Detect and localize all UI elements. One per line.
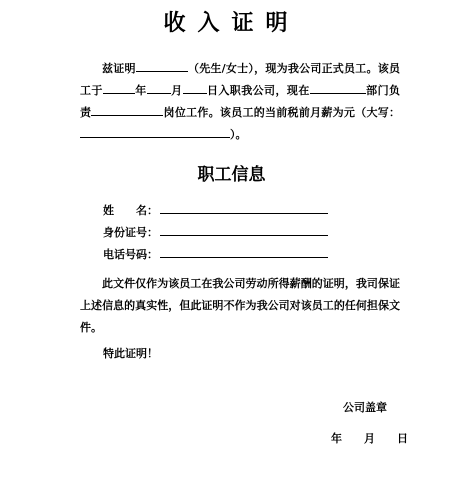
certify-text: 兹证明 xyxy=(102,62,136,75)
year-text: 年 xyxy=(134,84,147,97)
month-text: 月 xyxy=(170,84,183,97)
date-line xyxy=(331,430,408,446)
date-year: 年 xyxy=(331,432,342,445)
employee-status-text: （先生/女士），现为我公司正式员工。该员工于 xyxy=(80,62,400,97)
id-number-label: 身份证号： xyxy=(103,226,158,239)
name-line xyxy=(160,203,328,214)
disclaimer-paragraph xyxy=(80,273,400,339)
hereby-certify-text: 特此证明！ xyxy=(103,347,158,360)
department-blank xyxy=(310,82,366,94)
month-blank xyxy=(147,82,171,94)
date-day: 日 xyxy=(397,432,408,445)
certificate-body-paragraph xyxy=(80,58,400,146)
name-blank xyxy=(136,60,188,72)
salary-text: 岗位工作。该员工的当前税前月薪为元（大写： xyxy=(163,106,401,119)
join-text: 日入职我公司，现在 xyxy=(206,84,310,97)
department-text: 部门负责 xyxy=(80,84,401,119)
closing-paren-text: ）。 xyxy=(230,128,247,141)
document-title: 收入证明 xyxy=(163,11,300,36)
phone-label: 电话号码： xyxy=(103,248,158,261)
disclaimer-text: 此文件仅作为该员工在我公司劳动所得薪酬的证明，我司保证上述信息的真实性，但此证明不作为我公司对该员工的任何担保文件。 xyxy=(80,277,400,334)
year-blank xyxy=(103,82,135,94)
date-month: 月 xyxy=(364,432,375,445)
name-label: 姓 名： xyxy=(103,204,158,217)
section-title-employee-info: 职工信息 xyxy=(197,165,266,185)
phone-field xyxy=(103,246,328,262)
company-seal-label: 公司盖章 xyxy=(343,401,387,414)
day-blank xyxy=(183,82,207,94)
id-number-line xyxy=(160,225,328,236)
position-blank xyxy=(91,104,163,116)
id-number-field xyxy=(103,224,328,240)
phone-line xyxy=(160,247,328,258)
name-field xyxy=(103,202,328,218)
salary-uppercase-blank xyxy=(80,126,230,138)
